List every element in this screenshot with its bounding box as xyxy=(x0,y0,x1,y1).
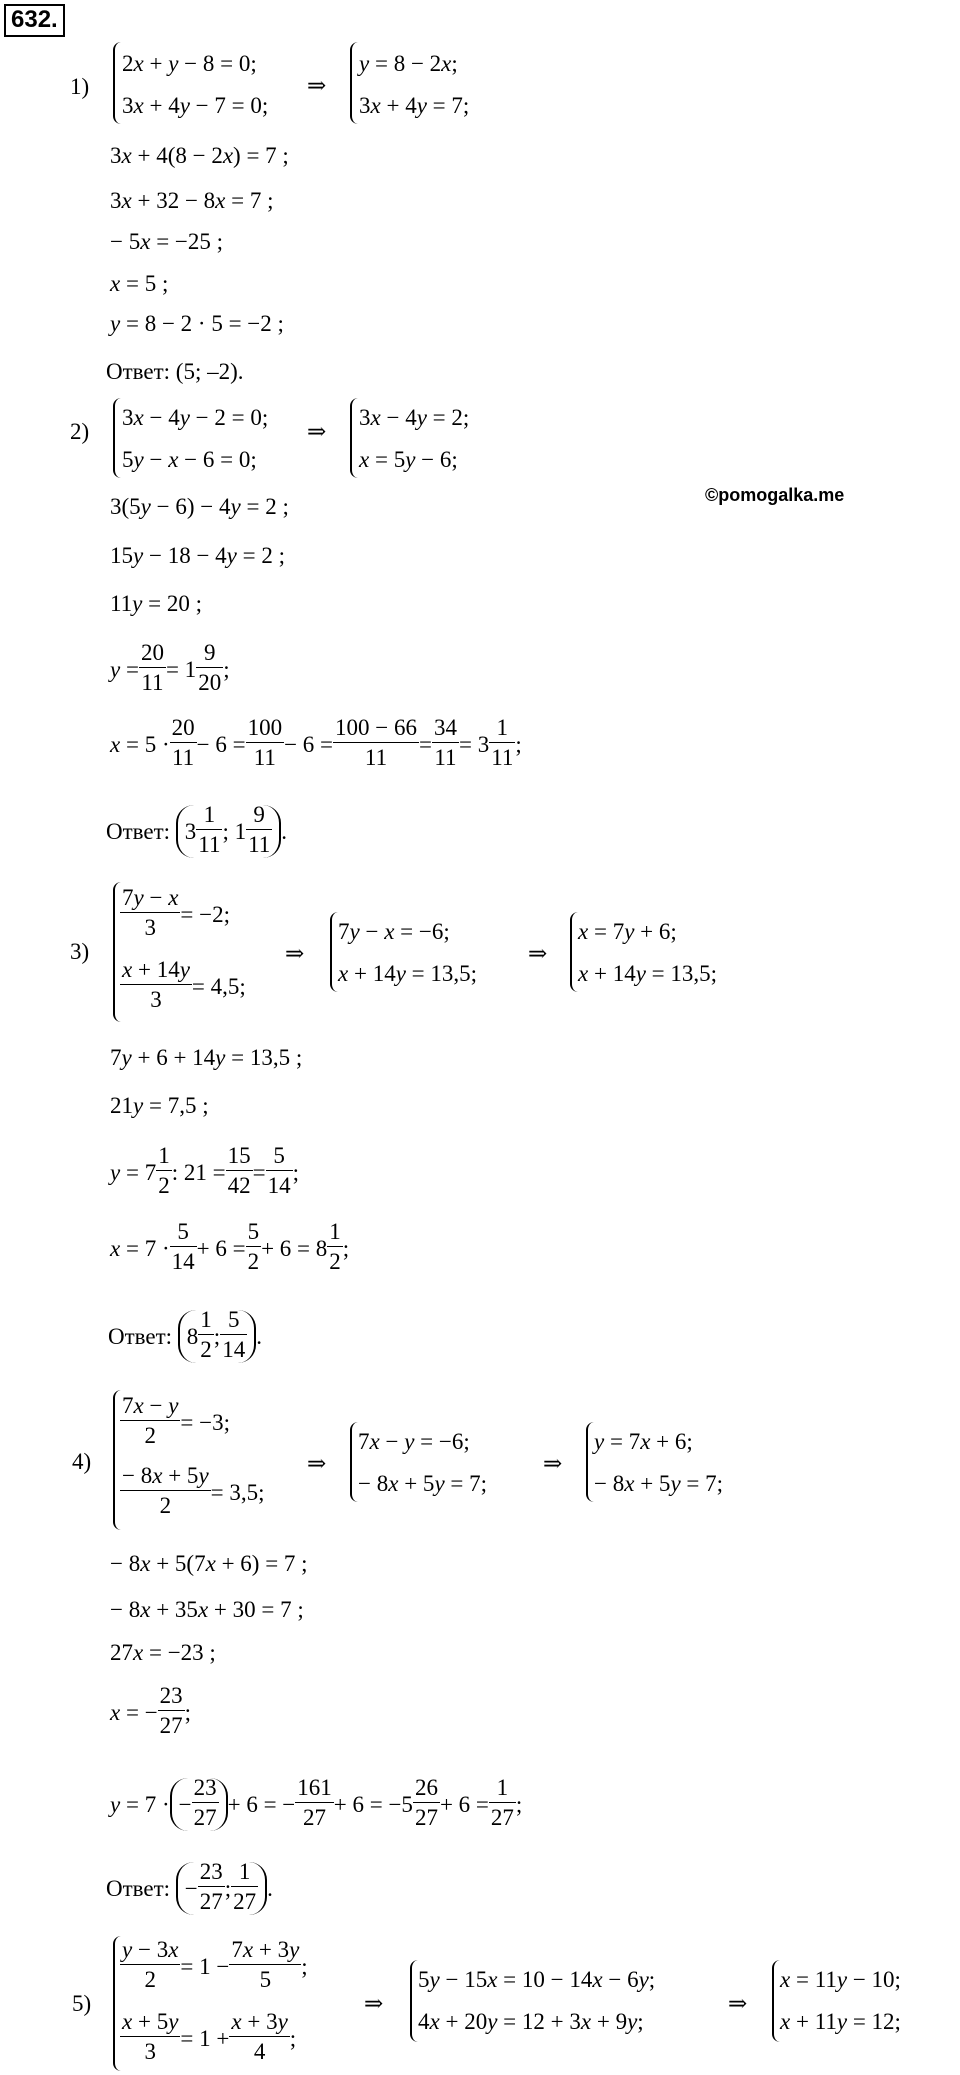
equation: $\frac{- 8x + 5y}{2}$ = 3,5; xyxy=(122,1463,265,1518)
equation: $\frac{7x - y}{2}$ = −3; xyxy=(122,1393,231,1448)
implies-arrow: ⇒ xyxy=(528,941,548,966)
solution-line: 3x + 32 − 8x = 7 ; xyxy=(110,188,274,213)
solution-line: x = 5 · $\frac{20}{11}$ − 6 = $\frac{100}{11}$ − 6 = $\frac{100 - 66}{11}$ = $\frac{34}{11}$ = 3 $\frac{1}{11}$ ; xyxy=(110,715,522,770)
equation: x = 11y − 10; xyxy=(780,1967,901,1992)
answer-label: Ответ: xyxy=(106,359,171,384)
problem-number: 632. xyxy=(4,4,65,37)
solution-line: 3(5y − 6) − 4y = 2 ; xyxy=(110,494,289,519)
solution-line: 3x + 4(8 − 2x) = 7 ; xyxy=(110,143,289,168)
system-brace xyxy=(586,1422,594,1502)
implies-arrow: ⇒ xyxy=(285,941,305,966)
equation: x + 14y = 13,5; xyxy=(578,961,718,986)
equation: 3x − 4y = 2; xyxy=(359,405,470,430)
equation: x + 14y = 13,5; xyxy=(338,961,478,986)
implies-arrow: ⇒ xyxy=(543,1451,563,1476)
solution-line: y = 7 ·− $\frac{23}{27}$ + 6 = − $\frac{161}{27}$ + 6 = −5 $\frac{26}{27}$ + 6 = $\frac{1}{27}$ ; xyxy=(110,1775,523,1830)
watermark: ©pomogalka.me xyxy=(705,485,845,505)
answer-line: Ответ: 8 $\frac{1}{2}$ ; $\frac{5}{14}$ . xyxy=(108,1307,262,1362)
equation: − 8x + 5y = 7; xyxy=(594,1471,724,1496)
solution-line: − 8x + 5(7x + 6) = 7 ; xyxy=(110,1551,308,1576)
part-label: 1) xyxy=(70,74,90,99)
solution-line: − 8x + 35x + 30 = 7 ; xyxy=(110,1597,304,1622)
answer-line: Ответ: 3 $\frac{1}{11}$ ; 1 $\frac{9}{11}$ . xyxy=(106,802,287,857)
system-brace xyxy=(772,1960,780,2042)
solution-line: x = 5 ; xyxy=(110,271,169,296)
equation: 4x + 20y = 12 + 3x + 9y; xyxy=(418,2009,644,2034)
equation: $\frac{y - 3x}{2}$ = 1 − $\frac{7x + 3y}{5}$ ; xyxy=(122,1937,308,1992)
equation: 7y − x = −6; xyxy=(338,919,450,944)
system-brace xyxy=(350,398,358,478)
implies-arrow: ⇒ xyxy=(307,73,327,98)
equation: $\frac{7y - x}{3}$ = −2; xyxy=(122,885,231,940)
equation: 5y − x − 6 = 0; xyxy=(122,447,257,472)
implies-arrow: ⇒ xyxy=(728,1991,748,2016)
equation: x = 7y + 6; xyxy=(578,919,677,944)
implies-arrow: ⇒ xyxy=(364,1991,384,2016)
equation: 7x − y = −6; xyxy=(358,1429,470,1454)
equation: y = 7x + 6; xyxy=(594,1429,693,1454)
solution-line: y = 8 − 2 · 5 = −2 ; xyxy=(110,311,284,336)
system-brace xyxy=(330,912,338,992)
part-label: 3) xyxy=(70,939,90,964)
equation: − 8x + 5y = 7; xyxy=(358,1471,488,1496)
equation: $\frac{x + 5y}{3}$ = 1 + $\frac{x + 3y}{4}$ ; xyxy=(122,2009,297,2064)
implies-arrow: ⇒ xyxy=(307,1451,327,1476)
answer-label: Ответ: xyxy=(106,1876,171,1901)
system-brace xyxy=(350,1422,358,1502)
equation: y = 8 − 2x; xyxy=(359,51,458,76)
solution-line: x = − $\frac{23}{27}$ ; xyxy=(110,1683,192,1738)
solution-line: 21y = 7,5 ; xyxy=(110,1093,209,1118)
solution-line: y = 7 $\frac{1}{2}$ : 21 = $\frac{15}{42}$ = $\frac{5}{14}$ ; xyxy=(110,1143,299,1198)
part-label: 2) xyxy=(70,419,90,444)
answer-label: Ответ: xyxy=(108,1324,173,1349)
system-brace xyxy=(410,1960,418,2042)
equation: x = 5y − 6; xyxy=(359,447,458,472)
solution-line: 27x = −23 ; xyxy=(110,1640,216,1665)
equation: 3x − 4y − 2 = 0; xyxy=(122,405,269,430)
solution-line: 11y = 20 ; xyxy=(110,591,202,616)
part-label: 4) xyxy=(72,1449,92,1474)
equation: $\frac{x + 14y}{3}$ = 4,5; xyxy=(122,957,246,1012)
equation: 5y − 15x = 10 − 14x − 6y; xyxy=(418,1967,656,1992)
equation: 3x + 4y = 7; xyxy=(359,93,470,118)
answer-line: Ответ: − $\frac{23}{27}$ ; $\frac{1}{27}$ . xyxy=(106,1859,273,1914)
implies-arrow: ⇒ xyxy=(307,419,327,444)
solution-line: − 5x = −25 ; xyxy=(110,229,224,254)
answer-line: Ответ: (5; –2). xyxy=(106,359,244,384)
equation: 3x + 4y − 7 = 0; xyxy=(122,93,269,118)
system-brace xyxy=(113,398,121,478)
system-brace xyxy=(350,42,358,124)
solution-line: 15y − 18 − 4y = 2 ; xyxy=(110,543,286,568)
equation: 2x + y − 8 = 0; xyxy=(122,51,257,76)
solution-line: 7y + 6 + 14y = 13,5 ; xyxy=(110,1045,303,1070)
part-label: 5) xyxy=(72,1991,92,2016)
system-brace xyxy=(570,912,578,992)
system-brace xyxy=(113,42,121,124)
solution-line: y = $\frac{20}{11}$ = 1 $\frac{9}{20}$ ; xyxy=(110,640,230,695)
answer-label: Ответ: xyxy=(106,819,171,844)
equation: x + 11y = 12; xyxy=(780,2009,901,2034)
solution-line: x = 7 · $\frac{5}{14}$ + 6 = $\frac{5}{2}$ + 6 = 8 $\frac{1}{2}$ ; xyxy=(110,1219,350,1274)
